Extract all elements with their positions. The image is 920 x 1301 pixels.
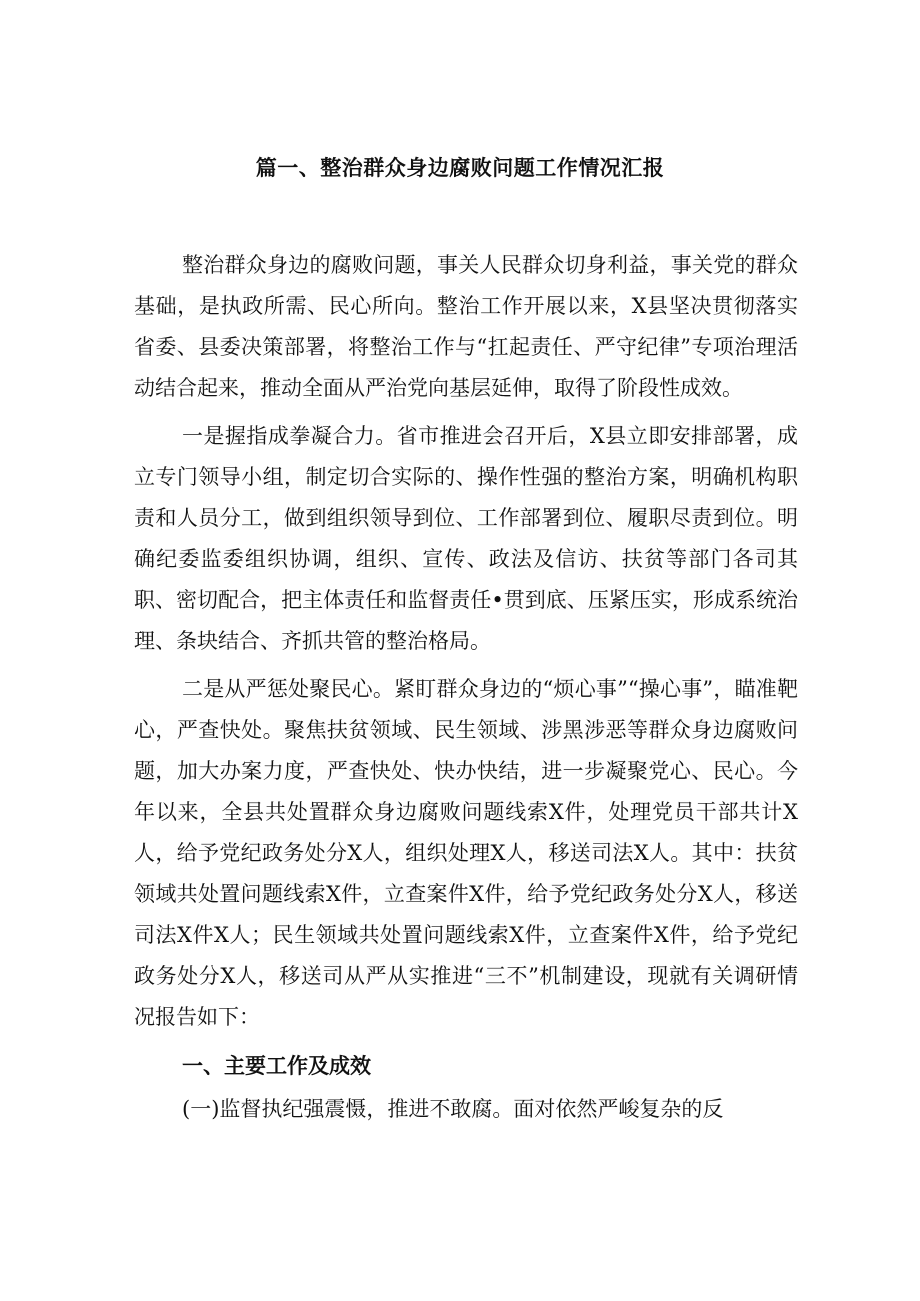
section-heading: 一、主要工作及成效 <box>182 1053 371 1078</box>
paragraph-subsection-one: (一)监督执纪强震慑，推进不敢腐。面对依然严峻复杂的反 <box>182 1097 724 1121</box>
paragraph-intro: 整治群众身边的腐败问题，事关人民群众切身利益，事关党的群众基础，是执政所需、民心所向。整治工作开展以来，X县坚决贯彻落实省委、县委决策部署，将整治工作与“扛起责任、严守纪律”专项治理活动结合起来，推动全面从严治党向基层延伸，取得了阶段性成效。 <box>134 253 798 400</box>
paragraph-point-two: 二是从严惩处聚民心。紧盯群众身边的“烦心事”“操心事”，瞄准靶心，严查快处。聚焦扶贫领域、民生领域、涉黑涉恶等群众身边腐败问题，加大办案力度，严查快处、快办快结，进一步凝聚党心、民心。今年以来，全县共处置群众身边腐败问题线索X件，处理党员干部共计X人，给予党纪政务处分X人，组织处理X人，移送司法X人。其中：扶贫领域共处置问题线索X件，立查案件X件，给予党纪政务处分X人，移送司法X件X人；民生领域共处置问题线索X件，立查案件X件，给予党纪政务处分X人，移送司从严从实推进“三不”机制建设，现就有关调研情况报告如下： <box>134 677 798 1029</box>
document-body <box>134 245 798 1130</box>
paragraph-point-one: 一是握指成拳凝合力。省市推进会召开后，X县立即安排部署，成立专门领导小组，制定切合实际的、操作性强的整治方案，明确机构职责和人员分工，做到组织领导到位、工作部署到位、履职尽责到位。明确纪委监委组织协调，组织、宣传、政法及信访、扶贫等部门各司其职、密切配合，把主体责任和监督责任•贯到底、压紧压实，形成系统治理、条块结合、齐抓共管的整治格局。 <box>134 424 798 653</box>
document-title: 篇一、整治群众身边腐败问题工作情况汇报 <box>255 155 665 180</box>
